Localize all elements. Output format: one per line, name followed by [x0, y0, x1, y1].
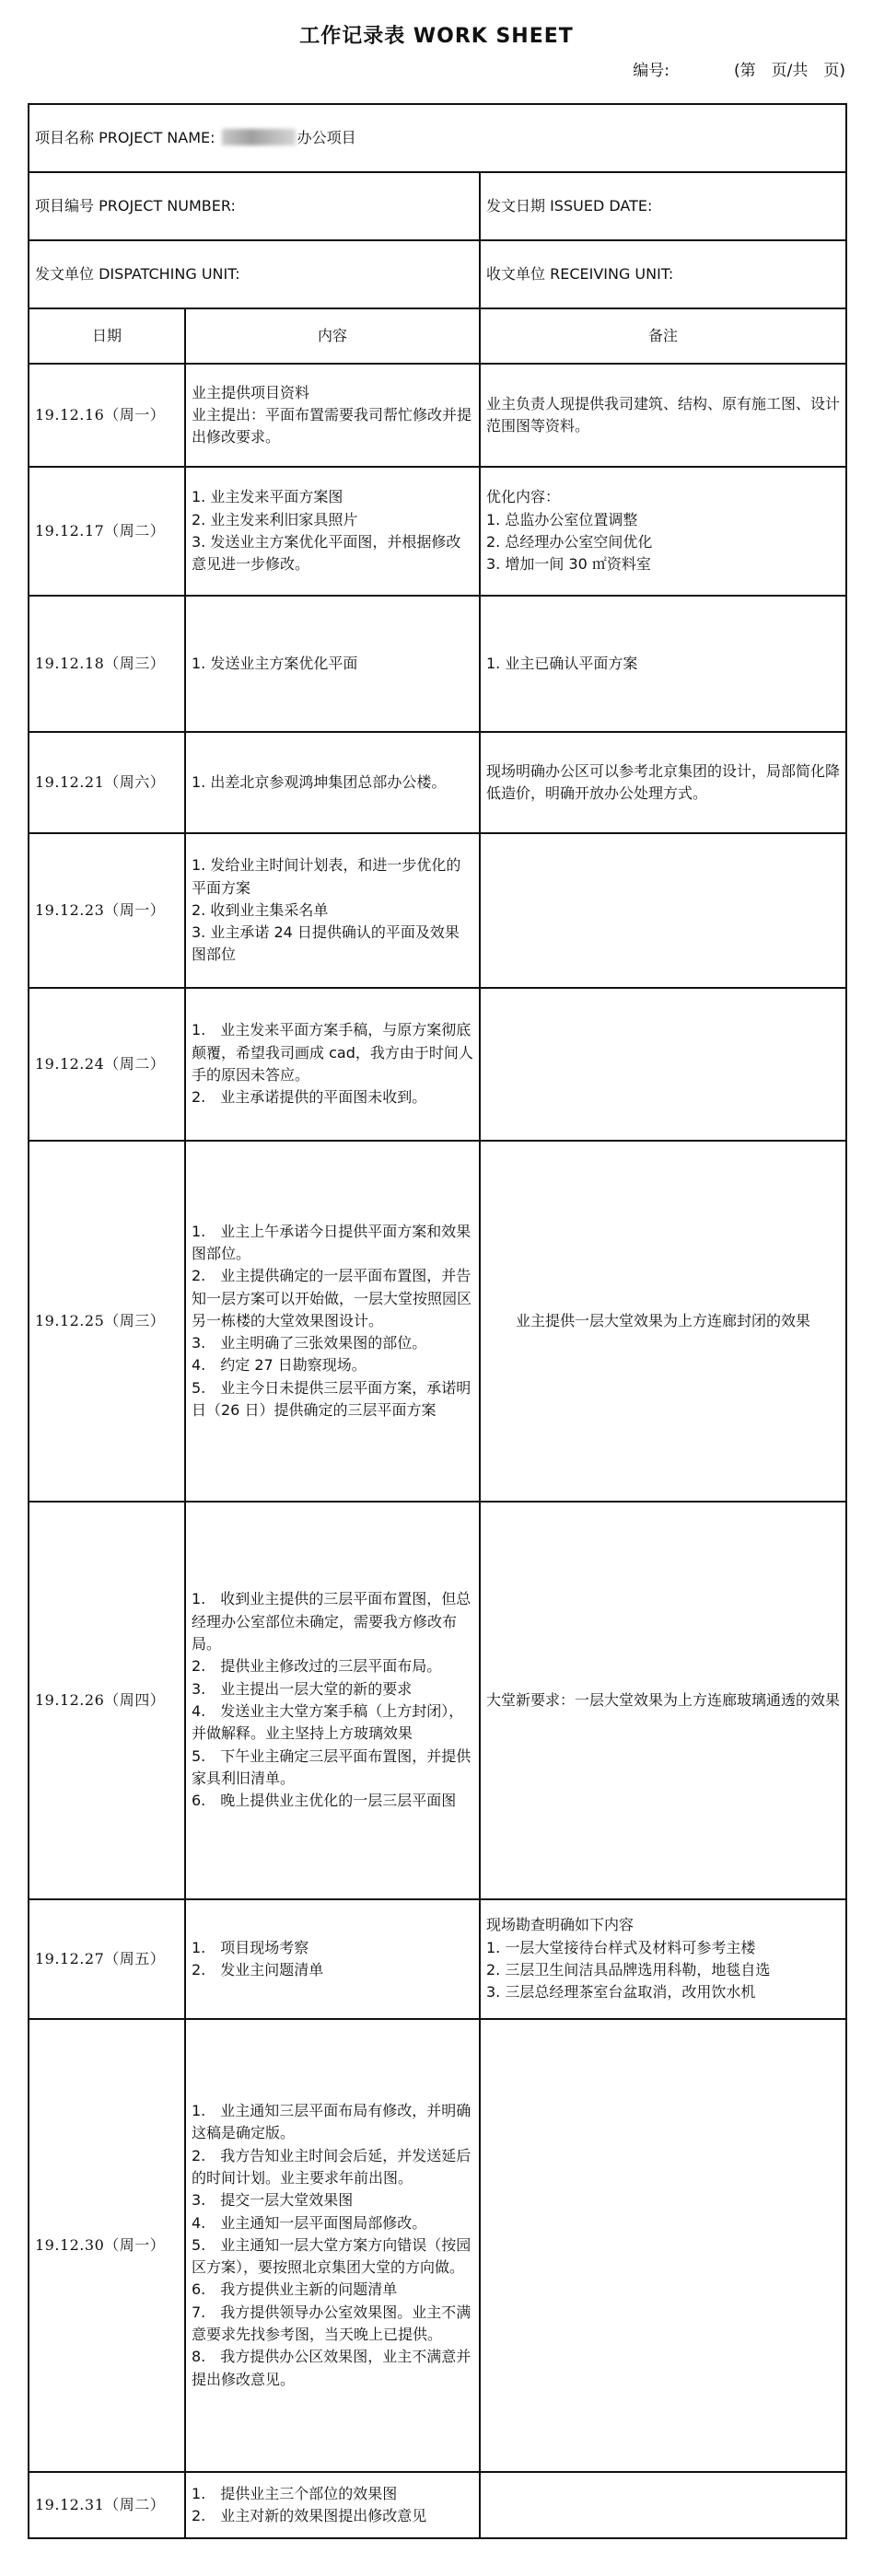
note-line: 3. 增加一间 30 ㎡资料室 [486, 555, 651, 574]
project-name-cell [29, 104, 846, 172]
row-note [480, 1502, 846, 1899]
project-number-cell: 项目编号 PROJECT NUMBER: [29, 172, 480, 240]
row-note [480, 596, 846, 732]
row-date: 19.12.23（周一） [29, 833, 185, 988]
content-line: 3. 业主明确了三张效果图的部位。 [192, 1334, 427, 1352]
content-line: 3. 业主承诺 24 日提供确认的平面及效果图部位 [192, 923, 460, 964]
table-row [29, 1141, 846, 1502]
content-line: 业主提供项目资料 [192, 383, 310, 401]
row-note [480, 833, 846, 988]
content-line: 1. 出差北京参观鸿坤集团总部办公楼。 [192, 772, 447, 791]
table-row [29, 364, 846, 467]
project-name-value: 办公项目 [297, 128, 356, 146]
content-line: 3. 业主提出一层大堂的新的要求 [192, 1679, 413, 1698]
project-name-row [29, 104, 846, 172]
row-date: 19.12.21（周六） [29, 732, 185, 833]
row-date: 19.12.27（周五） [29, 1899, 185, 2019]
content-line: 2. 我方告知业主时间会后延，并发送延后的时间计划。业主要求年前出图。 [192, 2146, 471, 2187]
header-note: 备注 [480, 308, 846, 364]
project-number-row [29, 172, 846, 240]
row-content [185, 596, 480, 732]
table-row [29, 596, 846, 732]
content-line: 1. 项目现场考察 [192, 1938, 309, 1956]
content-line: 2. 提供业主修改过的三层平面布局。 [192, 1657, 442, 1676]
table-row [29, 1502, 846, 1899]
table-header-row [29, 308, 846, 364]
receiving-unit-cell: 收文单位 RECEIVING UNIT: [480, 240, 846, 308]
row-content [185, 1141, 480, 1502]
sheet-title: 工作记录表 WORK SHEET [299, 25, 574, 48]
row-content [185, 2472, 480, 2538]
note-line: 1. 业主已确认平面方案 [486, 654, 638, 672]
redacted-blur [222, 129, 296, 145]
note-line: 3. 三层总经理茶室台盆取消，改用饮水机 [486, 1983, 756, 2002]
row-content [185, 1502, 480, 1899]
header-date: 日期 [29, 308, 185, 364]
table-row [29, 2472, 846, 2538]
row-note [480, 2019, 846, 2472]
content-line: 1. 业主上午承诺今日提供平面方案和效果图部位。 [192, 1222, 471, 1262]
content-line: 6. 我方提供业主新的问题清单 [192, 2280, 398, 2299]
row-date: 19.12.31（周二） [29, 2472, 185, 2538]
note-line: 现场勘查明确如下内容 [486, 1916, 634, 1934]
content-line: 8. 我方提供办公区效果图，业主不满意并提出修改意见。 [192, 2348, 471, 2388]
note-line: 业主提供一层大堂效果为上方连廊封闭的效果 [516, 1311, 811, 1329]
project-name-label: 项目名称 PROJECT NAME: [35, 128, 215, 146]
row-content [185, 364, 480, 467]
row-date: 19.12.18（周三） [29, 596, 185, 732]
content-line: 7. 我方提供领导办公室效果图。业主不满意要求先找参考图，当天晚上已提供。 [192, 2303, 471, 2344]
content-line: 2. 业主发来利旧家具照片 [192, 510, 358, 528]
content-line: 1. 收到业主提供的三层平面布置图，但总经理办公室部位未确定，需要我方修改布局。 [192, 1590, 471, 1654]
header-content: 内容 [185, 308, 480, 364]
row-note [480, 364, 846, 467]
note-line: 优化内容： [486, 488, 561, 506]
row-note [480, 2472, 846, 2538]
content-line: 5. 业主今日未提供三层平面方案，承诺明日（26 日）提供确定的三层平面方案 [192, 1378, 471, 1420]
table-row [29, 833, 846, 988]
content-line: 2. 收到业主集采名单 [192, 900, 329, 919]
unit-row [29, 240, 846, 308]
row-content [185, 988, 480, 1141]
number-label: 编号: [633, 62, 669, 80]
row-note [480, 467, 846, 596]
table-row [29, 1899, 846, 2019]
row-date: 19.12.30（周一） [29, 2019, 185, 2472]
content-line: 4. 约定 27 日勘察现场。 [192, 1356, 367, 1375]
content-line: 5. 业主通知一层大堂方案方向错误（按园区方案），要按照北京集团大堂的方向做。 [192, 2235, 471, 2277]
row-content [185, 833, 480, 988]
content-line: 4. 发送业主大堂方案手稿（上方封闭），并做解释。业主坚持上方玻璃效果 [192, 1702, 464, 1743]
table-row [29, 467, 846, 596]
content-line: 2. 业主提供确定的一层平面布置图，并告知一层方案可以开始做，一层大堂按照园区另一栋楼的大堂效果图设计。 [192, 1267, 472, 1329]
content-line: 5. 下午业主确定三层平面布置图，并提供家具利旧清单。 [192, 1746, 471, 1787]
page-count-label: (第 页/共 页) [734, 62, 845, 80]
note-line: 1. 一层大堂接待台样式及材料可参考主楼 [486, 1938, 756, 1956]
content-line: 2. 业主承诺提供的平面图未收到。 [192, 1088, 427, 1107]
content-line: 1. 发送业主方案优化平面 [192, 654, 358, 672]
note-line: 大堂新要求：一层大堂效果为上方连廊玻璃通透的效果 [486, 1690, 841, 1709]
content-line: 3. 发送业主方案优化平面图，并根据修改意见进一步修改。 [192, 533, 461, 574]
content-line: 1. 发给业主时间计划表，和进一步优化的平面方案 [192, 856, 461, 897]
row-note [480, 1899, 846, 2019]
row-content [185, 1899, 480, 2019]
row-note [480, 988, 846, 1141]
table-row [29, 988, 846, 1141]
note-line: 2. 三层卫生间洁具品牌选用科勒，地毯自选 [486, 1961, 771, 1978]
content-line: 2. 业主对新的效果图提出修改意见 [192, 2507, 427, 2524]
row-note [480, 732, 846, 833]
row-date: 19.12.26（周四） [29, 1502, 185, 1899]
content-line: 6. 晚上提供业主优化的一层三层平面图 [192, 1792, 457, 1810]
content-line: 4. 业主通知一层平面图局部修改。 [192, 2213, 427, 2232]
content-line: 1. 业主发来平面方案手稿，与原方案彻底颠覆，希望我司画成 cad，我方由于时间人手的原因未答应。 [192, 1021, 473, 1084]
content-line: 3. 提交一层大堂效果图 [192, 2191, 354, 2210]
note-line: 1. 总监办公室位置调整 [486, 510, 638, 528]
content-line: 1. 提供业主三个部位的效果图 [192, 2484, 398, 2502]
row-content [185, 732, 480, 833]
note-line: 业主负责人现提供我司建筑、结构、原有施工图、设计范围图等资料。 [486, 394, 841, 435]
content-line: 1. 业主发来平面方案图 [192, 488, 343, 506]
content-line: 业主提出：平面布置需要我司帮忙修改并提出修改要求。 [192, 405, 472, 447]
sheet-number-line [633, 57, 845, 80]
table-row [29, 2019, 846, 2472]
row-date: 19.12.17（周二） [29, 467, 185, 596]
note-line: 现场明确办公区可以参考北京集团的设计，局部简化降低造价，明确开放办公处理方式。 [486, 761, 841, 802]
note-line: 2. 总经理办公室空间优化 [486, 533, 653, 551]
dispatching-unit-cell: 发文单位 DISPATCHING UNIT: [29, 240, 480, 308]
content-line: 1. 业主通知三层平面布局有修改，并明确这稿是确定版。 [192, 2101, 471, 2142]
row-content [185, 467, 480, 596]
row-content [185, 2019, 480, 2472]
row-date: 19.12.24（周二） [29, 988, 185, 1141]
row-date: 19.12.25（周三） [29, 1141, 185, 1502]
work-sheet-table [28, 103, 847, 2539]
table-row [29, 732, 846, 833]
row-date: 19.12.16（周一） [29, 364, 185, 467]
row-note [480, 1141, 846, 1502]
content-line: 2. 发业主问题清单 [192, 1961, 324, 1978]
issued-date-cell: 发文日期 ISSUED DATE: [480, 172, 846, 240]
